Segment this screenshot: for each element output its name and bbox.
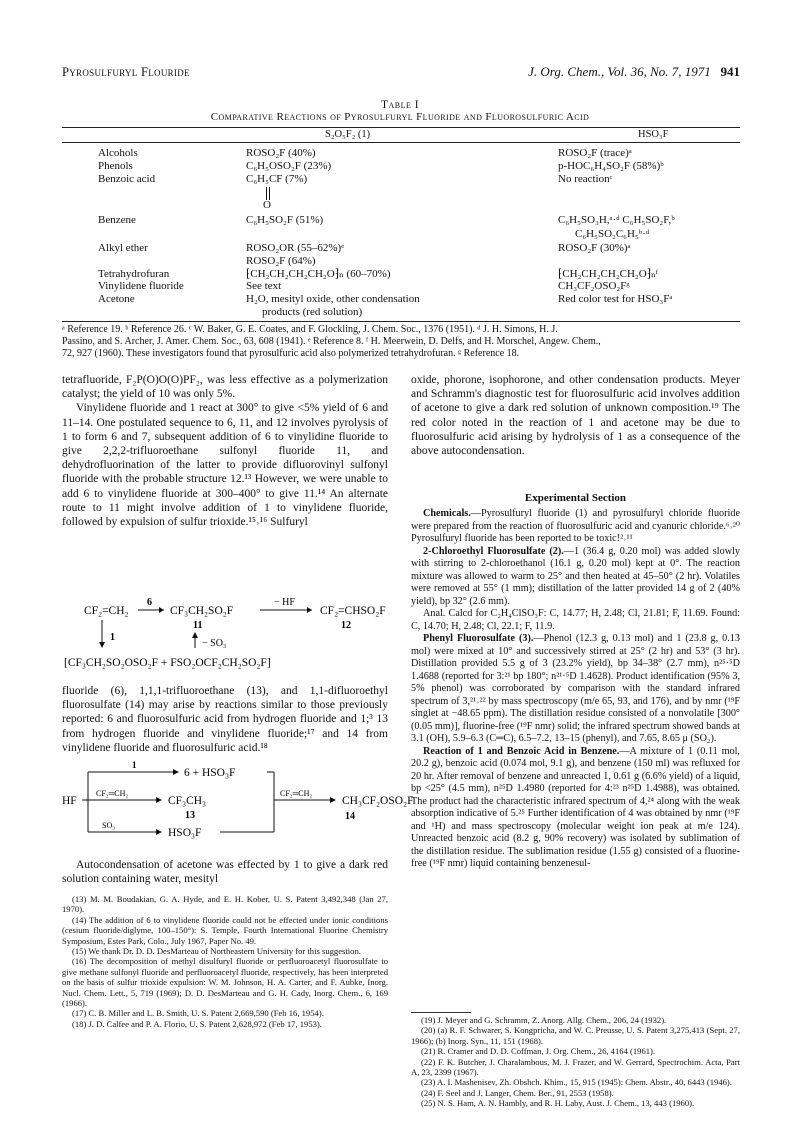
page-number: 941 [720,64,740,79]
table-cell-col1: See text [246,280,282,292]
journal-name: J. Org. Chem., Vol. 36, No. 7, 1971 [528,64,711,79]
table-cell-reagent: Benzoic acid [98,173,156,185]
table-cell-col2: No reactionᶜ [558,173,613,185]
table-cell-reagent: Benzene [98,214,136,226]
scheme-reagent-label: − HF [274,597,295,608]
table-cell-reagent: Tetrahydrofuran [98,268,170,280]
table-cell-col1: ROSO₂OR (55–62%)ᵉ [246,242,345,254]
paragraph-text: —A mixture of 1 (0.11 mol, 20.2 g), benzoic acid (0.074 mol, 9.1 g), and benzene (150 ml) was refluxed for 20 hr. After removal of benzene and unreacted 1, 0.61 g (6.6% yield) of a liquid, bp <25° (4.5 mm), n²⁵D 1.4980 (reported for 4:²³ n²⁵D 1.4988), was obtained. The product had the characteristic infrared spectrum of 4,²⁴ along with the weak absorption indicative of 5.²⁵ Further identification of 4 was obtained by nmr (¹⁹F and ¹H) and mass spectroscopy (molecular weight ion peak at m/e 124). Unreacted benzoic acid (8.2 g, 90% recovery) was isolated by sublimation of the distillation residue. The sublimation residue (1.55 g) consisted of a fluorine-free (¹⁹F nmr) liquid containing benzenesul- [411,745,740,869]
run-in-heading: Reaction of 1 and Benzoic Acid in Benzene. [423,745,620,757]
paragraph [411,546,740,609]
scheme-product: 6 + HSO₃F [184,767,236,779]
table-cell-col1: ⁅CH₂CH₂CH₂CH₂O⁆ₙ (60–70%) [246,268,391,280]
scheme-reagent-label: − SO₃ [202,638,227,649]
reference-note: (19) J. Meyer and G. Schramm, Z. Anorg. Allg. Chem., 206, 24 (1932). [421,1015,667,1025]
arrow-head [159,607,164,613]
paragraph [411,746,740,871]
table-cell-reagent: Acetone [98,293,135,305]
arrow-head [173,769,179,775]
table-cell-col1: H₂O, mesityl oxide, other condensation [246,293,420,305]
running-title: Pyrosulfuryl Flouride [62,65,190,79]
reference-note: (15) We thank Dr. D. D. DesMarteau of Northeastern University for this suggestion. [72,946,361,957]
compound-number: 12 [341,620,351,631]
table-col2-head: HSO₃F [638,129,669,140]
carbonyl-oxygen: O [263,199,271,211]
scheme-product: HSO₃F [168,827,202,839]
right-column-text-top [411,373,740,458]
table-cell-col2: C₆H₅SO₃H,ᵃ·ᵈ C₆H₅SO₂F,ᵇ [558,214,675,226]
table-cell-col2: ROSO₂F (trace)ᵃ [558,147,632,159]
table-head-rule [62,142,740,143]
reference-note: (25) N. S. Ham, A. N. Hambly, and R. H. Laby, Aust. J. Chem., 13, 443 (1960). [421,1098,695,1109]
paragraph-text: —Pyrosulfuryl fluoride (1) and pyrosulfuryl chloride fluoride were prepared from the reaction of fluorosulfuric acid and cyanuric chloride.⁶˒²⁰ Pyrosulfuryl fluoride has been reported to be toxic!²˒¹¹ [411,508,740,544]
table-cell-reagent: Vinylidene fluoride [98,280,184,292]
table-caption: Comparative Reactions of Pyrosulfuryl Fluoride and Fluorosulfuric Acid [210,111,590,123]
compound-number: 13 [185,810,195,821]
reference-note: (24) F. Seel and J. Langer, Chem. Ber., 91, 2553 (1958). [421,1087,614,1098]
table-cell-col1: ROSO₂F (64%) [246,255,316,267]
table-col1-head: S₂O₅F₂ (1) [325,129,371,140]
reference-note: (17) C. B. Miller and L. B. Smith, U. S. Patent 2,669,590 (Feb 16, 1954). [72,1008,324,1019]
left-column-text-top [62,373,388,529]
paragraph: fluoride (6), 1,1,1-trifluoroethane (13), and 1,1-difluoroethyl fluorosulfate (14) may arise by reactions similar to those previously reported: 6 and fluorosulfuric acid from hydrogen fluoride and 1;³ 13 from hydrogen fluoride and vinylidene fluoride;¹⁷ and 14 from vinylidene fluoride and fluorosulfuric acid.¹⁸ [62,685,388,754]
paragraph: Autocondensation of acetone was effected by 1 to give a dark red solution containing water, mesityl [62,859,388,886]
table-footnote: 72, 927 (1960). These investigators found that pyrosulfuric acid also polymerized tetrahydrofuran. ᵍ Reference 18. [62,348,520,359]
scheme-product: CF₂=CHSO₂F [320,605,386,617]
table-cell-col1: products (red solution) [262,306,363,318]
table-cell-col2: ⁅CH₂CH₂CH₂CH₂O⁆ₙᶠ [558,268,659,280]
compound-number: 14 [345,811,355,822]
scheme-reagent-label: 6 [147,597,152,608]
scheme-product: CF₃CH₂SO₂F [170,605,234,617]
reference-note: (16) The decomposition of methyl disulfuryl fluoride or perfluoroacetyl fluorosulfate to give methane sulfonyl fluoride and perfluoroacetyl fluoride, respectively, has been interpreted on the basis of sulfur trioxide expulsion: W. M. Johnson, H. A. Carter, and F. Aubke, Inorg. Nucl. Chem. Lett., 5, 719 (1969); D. D. DesMarteau and G. H. Cady, Inorg. Chem., 6, 169 (1966). [62,956,388,1009]
paragraph [411,508,740,546]
paragraph: tetrafluoride, F₂P(O)O(O)PF₂, was less effective as a polymerization catalyst; the yield of 10 was only 5%. [62,374,388,401]
table-cell-col2: CH₃CF₂OSO₂Fᵍ [558,280,630,292]
compound-number: 11 [193,620,203,631]
table-cell-col1: ROSO₂F (40%) [246,147,316,159]
table-cell-col2: C₆H₅SO₂C₆H₅ᵇ·ᵈ [575,228,650,240]
left-footnotes [62,894,388,1029]
section-title: Experimental Section [524,492,627,504]
table-cell-col1: C₆H₅OSO₂F (23%) [246,160,332,172]
journal-citation [528,64,740,80]
reference-note: (13) M. M. Boudakian, G. A. Hyde, and E. H. Kober, U. S. Patent 3,492,348 (Jan 27, 1970). [62,894,388,915]
arrow-head [330,797,336,803]
scheme-intermediate: [CF₃CH₂SO₂OSO₂F + FSO₂OCF₂CH₂SO₂F] [64,657,271,669]
table-cell-reagent: Alcohols [98,147,138,159]
arrow-head [156,797,162,803]
scheme-product: CH₃CF₂OSO₂F [342,795,414,807]
reference-note: (18) J. D. Calfee and P. A. Florio, U. S. Patent 2,628,972 (Feb 17, 1953). [72,1018,322,1029]
scheme-reactant: CF₂=CH₂ [84,605,129,617]
scheme-reagent-label: 1 [110,632,115,643]
reaction-scheme-2 [62,760,414,842]
table-footnote: Passino, and S. Archer, J. Amer. Chem. Soc., 63, 608 (1941). ᵉ Reference 8. ᶠ H. Meerwein, D. Delfs, and H. Morschel, Angew. Chem., [62,336,601,347]
scheme-reactant: HF [62,795,77,807]
run-in-heading: Phenyl Fluorosulfate (3). [423,633,534,644]
arrow-head [307,607,312,613]
table-cell-col1: C₆H₅SO₂F (51%) [246,214,324,226]
table-cell-col1: C₆H₅CF (7%) [246,173,308,185]
run-in-heading: Chemicals. [423,508,471,519]
paragraph-text: —1 (36.4 g, 0.20 mol) was added slowly with stirring to 2-chloroethanol (16.1 g, 0.20 mol) kept at 0°. The reaction mixture was allowed to warm to 25° and then heated at 45–50° (2 hr). Volatiles were removed at 55° (1 mm); distillation of the latter provided 14 g of 2 (40% yield), bp 32° (2.6 mm). [411,545,740,607]
table-cell-col2: ROSO₂F (30%)ᵃ [558,242,631,254]
scheme-reagent-label: CF₂═CH₂ [96,789,129,798]
table-footnote: ᵃ Reference 19. ᵇ Reference 26. ᶜ W. Baker, G. E. Coates, and F. Glockling, J. Chem. Soc., 1376 (1951). ᵈ J. H. Simons, H. J. [62,324,558,335]
reaction-scheme-1 [62,596,392,688]
reference-note: (14) The addition of 6 to vinylidene fluoride could not be effected under ionic conditions (cesium fluoride/diglyme, 100–150°): S. Temple, Fourth International Fluorine Chemistry Symposium, Estes Park, Colo., July 1967, Paper No. 49. [62,914,388,946]
table-cell-col2: p-HOC₆H₄SO₂F (58%)ᵇ [558,160,664,172]
left-column-text-bottom [62,858,388,886]
table-label: Table I [380,99,420,111]
run-in-heading: 2-Chloroethyl Fluorosulfate (2). [423,545,564,557]
paragraph-text: —Phenol (12.3 g, 0.13 mol) and 1 (23.8 g, 0.13 mol) were mixed at 10° and successively stirred at 25° (2 hr) and 53° (3 hr). Distillation provided 5.5 g of 3 (23.2% yield), bp 34–38° (2.7 mm), n²⁵·⁵D 1.4688 (reported for 3:²¹ bp 180°; n²¹·⁵D 1.4628). Product identification (95% 3, 5% phenol) was corroborated by comparison with the standard infrared spectrum of 3,²¹˒²² by mass spectroscopy (m/e 65, 93, and 176), and by nmr (¹⁹F singlet at −48.65 ppm). The distillation residue consisted of a nonvolatile [300° (0.05 mm)], fluorine-free (¹⁹F nmr) solid; the infrared spectrum showed bands at 3.1 (OH), 5.9–6.3 (C═C), 6.5–7.2, 13–15 (phenyl), and 7.65, 8.65 μ (SO₂). [411,633,740,744]
arrow-head [99,642,105,648]
table-bottom-rule [62,321,740,322]
reference-note: (20) (a) R. F. Schwarer, S. Kongpricha, and W. C. Preusse, U. S. Patent 3,275,413 (Sept. 27, 1966); (b) Inorg. Syn., 11, 151 (1968). [411,1025,740,1046]
experimental-text [411,508,740,871]
arrow-head [156,829,162,835]
paragraph: Vinylidene fluoride and 1 react at 300° to give <5% yield of 6 and 11–14. One postulated sequence to 6, 11, and 12 involves pyrolysis of 1 to form 6 and 7, subsequent addition of 6 to vinylidine fluoride to give 2,2,2-trifluoroethane sulfonyl fluoride 11, and dehydrofluorination of the latter to provide difluorovinyl sulfonyl fluoride with the probable structure 12.¹³ However, we were unable to add 6 to vinylidene fluoride at 300–400° to give 11.¹⁴ An alternate route to 11 might involve addition of 1 to vinylidene fluoride, followed by expulsion of sulfur trioxide.¹⁵˒¹⁶ Sulfuryl [62,402,388,529]
footnote-rule [411,1012,471,1013]
scheme-reagent-label: CF₂═CH₂ [280,789,313,798]
table-cell-col2: Red color test for HSO₃Fᵃ [558,293,673,305]
left-column-text-mid [62,684,388,755]
paragraph: oxide, phorone, isophorone, and other condensation products. Meyer and Schramm's diagnostic test for fluorosulfuric acid involves addition of acetone to give a dark red solution of unknown composition.¹⁹ The red color noted in the reaction of 1 and acetone may be due to fluorosulfuric acid arising by hydrolysis of 1 as a consequence of the above autocondensation. [411,374,740,458]
right-footnotes [411,1015,740,1109]
scheme-product: CF₃CH₃ [168,795,207,807]
paragraph: Anal. Calcd for C₂H₄ClSO₃F: C, 14.77; H, 2.48; Cl, 21.81; F, 11.69. Found: C, 14.70; H, 2.48; Cl, 22.1; F, 11.9. [411,608,740,632]
scheme-reagent-label: SO₃ [102,821,116,830]
reference-note: (23) A. I. Mashenisev, Zh. Obshch. Khim., 15, 915 (1945): Chem. Abstr., 40, 6443 (1946). [421,1077,732,1088]
scheme-reagent-label: 1 [132,760,137,770]
table-cell-reagent: Alkyl ether [98,242,148,254]
reference-note: (21) R. Cramer and D. D. Coffman, J. Org. Chem., 26, 4164 (1961). [421,1046,656,1057]
table-cell-reagent: Phenols [98,160,133,172]
arrow-head [192,632,198,638]
reference-note: (22) F. K. Butcher, J. Charalambous, M. J. Frazer, and W. Gerrard, Spectrochim. Acta, Part A, 23, 2399 (1967). [411,1056,740,1078]
table-top-rule [62,127,740,128]
paragraph [411,633,740,746]
